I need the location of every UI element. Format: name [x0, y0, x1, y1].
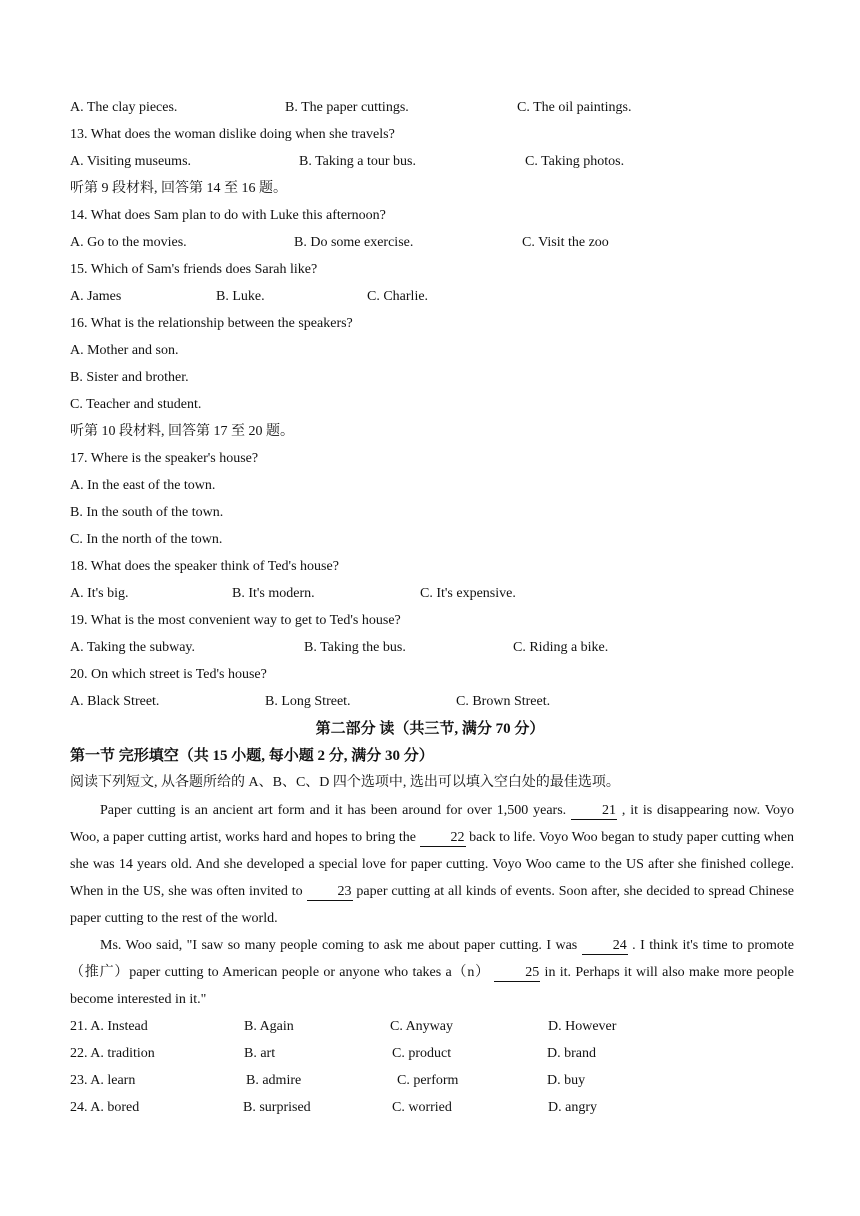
q23-option-c: C. perform	[397, 1073, 459, 1088]
q15-option-a: A. James	[70, 289, 122, 304]
q20-option-c: C. Brown Street.	[456, 694, 551, 709]
q17-option-a: A. In the east of the town.	[70, 478, 216, 493]
passage-paragraph-2: Ms. Woo said, "I saw so many people coming to ask me about paper cutting. I was 24 . I think it's time to promote（推广）paper cutting to American people or anyone who takes a（n） 25 in it. Perhaps it will also make more people become interested in it."	[70, 938, 795, 1007]
cloze-instructions: 阅读下列短文, 从各题所给的 A、B、C、D 四个选项中, 选出可以填入空白处的最佳选项。	[70, 775, 620, 790]
q13-option-c: C. Taking photos.	[525, 154, 625, 169]
q18-stem: 18. What does the speaker think of Ted's house?	[70, 559, 339, 574]
blank-22[interactable]: 22	[420, 830, 466, 847]
q19-option-b: B. Taking the bus.	[304, 640, 406, 655]
q17-stem: 17. Where is the speaker's house?	[70, 451, 259, 466]
q19-option-a: A. Taking the subway.	[70, 640, 196, 655]
q18-option-b: B. It's modern.	[232, 586, 315, 601]
q20-option-b: B. Long Street.	[265, 694, 351, 709]
q24-option-d: D. angry	[548, 1100, 597, 1115]
q22-option-b: B. art	[244, 1046, 276, 1061]
q20-option-a: A. Black Street.	[70, 694, 160, 709]
q16-option-b: B. Sister and brother.	[70, 370, 189, 385]
q17-option-c: C. In the north of the town.	[70, 532, 223, 547]
q13-option-a: A. Visiting museums.	[70, 154, 192, 169]
q17-option-b: B. In the south of the town.	[70, 505, 224, 520]
q18-option-a: A. It's big.	[70, 586, 129, 601]
blank-21[interactable]: 21	[571, 803, 617, 820]
q24-option-c: C. worried	[392, 1100, 452, 1115]
q14-stem: 14. What does Sam plan to do with Luke this afternoon?	[70, 208, 386, 223]
q22-option-c: C. product	[392, 1046, 452, 1061]
q20-stem: 20. On which street is Ted's house?	[70, 667, 267, 682]
q15-option-c: C. Charlie.	[367, 289, 429, 304]
q22-option-a: 22. A. tradition	[70, 1046, 155, 1061]
q12-option-c: C. The oil paintings.	[517, 100, 632, 115]
q14-option-b: B. Do some exercise.	[294, 235, 414, 250]
q14-option-c: C. Visit the zoo	[522, 235, 609, 250]
q16-option-c: C. Teacher and student.	[70, 397, 202, 412]
q12-option-b: B. The paper cuttings.	[285, 100, 409, 115]
blank-25[interactable]: 25	[494, 965, 540, 982]
q21-option-b: B. Again	[244, 1019, 294, 1034]
section-1-title: 第一节 完形填空（共 15 小题, 每小题 2 分, 满分 30 分）	[70, 748, 434, 764]
q23-option-b: B. admire	[246, 1073, 302, 1088]
q19-stem: 19. What is the most convenient way to get to Ted's house?	[70, 613, 401, 628]
q24-option-b: B. surprised	[243, 1100, 311, 1115]
q18-option-c: C. It's expensive.	[420, 586, 516, 601]
q14-option-a: A. Go to the movies.	[70, 235, 187, 250]
q15-option-b: B. Luke.	[216, 289, 265, 304]
q12-option-a: A. The clay pieces.	[70, 100, 178, 115]
section-9-instruction: 听第 9 段材料, 回答第 14 至 16 题。	[70, 181, 287, 196]
section-10-instruction: 听第 10 段材料, 回答第 17 至 20 题。	[70, 424, 294, 439]
blank-24[interactable]: 24	[582, 938, 628, 955]
q23-option-d: D. buy	[547, 1073, 586, 1088]
q16-option-a: A. Mother and son.	[70, 343, 179, 358]
q15-stem: 15. Which of Sam's friends does Sarah like?	[70, 262, 318, 277]
q23-option-a: 23. A. learn	[70, 1073, 136, 1088]
q22-option-d: D. brand	[547, 1046, 596, 1061]
q24-option-a: 24. A. bored	[70, 1100, 140, 1115]
q13-option-b: B. Taking a tour bus.	[299, 154, 416, 169]
part-2-title: 第二部分 读（共三节, 满分 70 分）	[315, 721, 545, 737]
q13-stem: 13. What does the woman dislike doing when she travels?	[70, 127, 395, 142]
q19-option-c: C. Riding a bike.	[513, 640, 609, 655]
passage-paragraph-1: Paper cutting is an ancient art form and it has been around for over 1,500 years. 21 , it is disappearing now. Voyo Woo, a paper cutting artist, works hard and hopes to bring the 22 back to life. Voyo Woo began to study paper cutting when she was 14 years old. And she developed a special love for paper cutting. Voyo Woo came to the US after she finished college. When in the US, she was often invited to 23 paper cutting at all kinds of events. Soon after, she decided to spread Chinese paper cutting to the rest of the world.	[70, 803, 794, 926]
blank-23[interactable]: 23	[307, 884, 353, 901]
q21-option-c: C. Anyway	[390, 1019, 453, 1034]
q16-stem: 16. What is the relationship between the speakers?	[70, 316, 353, 331]
q21-option-a: 21. A. Instead	[70, 1019, 148, 1034]
q21-option-d: D. However	[548, 1019, 617, 1034]
